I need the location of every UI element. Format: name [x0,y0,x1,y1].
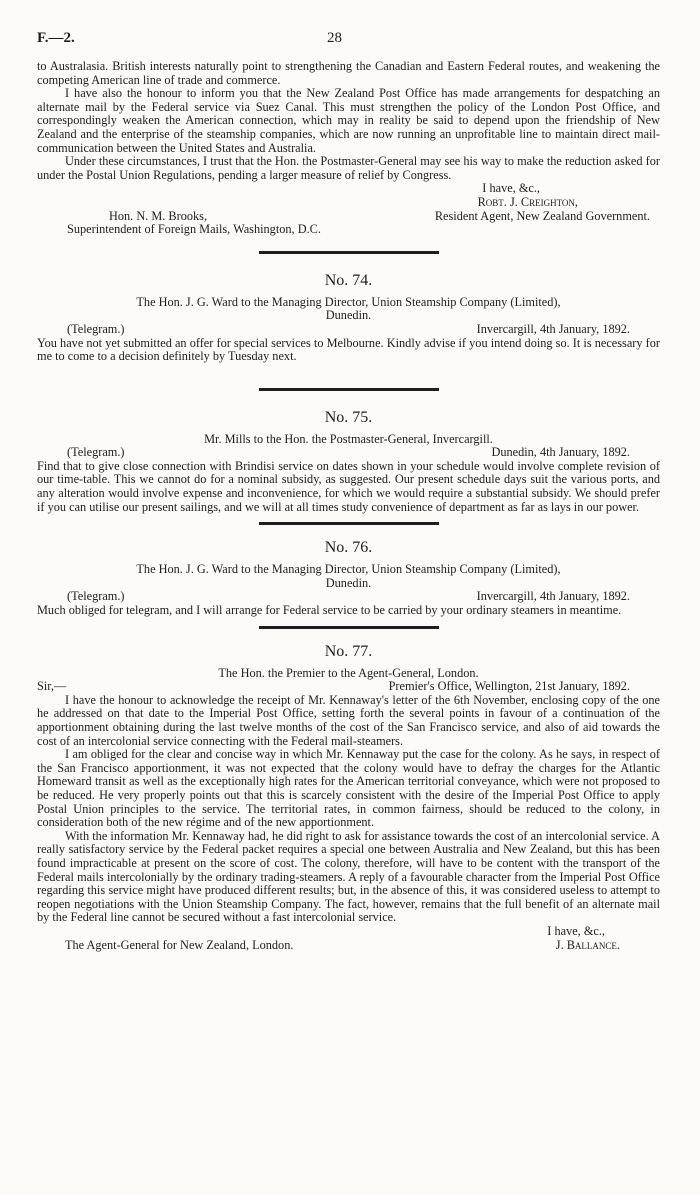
document-reference: F.—2. [37,30,75,46]
dateline [37,323,660,337]
heading: The Hon. J. G. Ward to the Managing Director, Union Steamship Company (Limited), [136,562,561,577]
page-number: 28 [327,30,342,46]
page-header [37,32,660,50]
signature: Robt. J. Creighton, [477,194,578,209]
salutation: Sir,— [37,679,67,694]
paragraph: I am obliged for the clear and concise way in which Mr. Kennaway put the case for the colony. As he says, in respect of the San Francisco apportionment, it was not expected that the colony would have to defray the charges for the Atlantic Homeward transit as well as the exceptionally high rates for the American territorial conveyance, which were not proposed to be reduced. He very properly points out that this is scarcely consistent with the desire of the Imperial Post Office to apply Postal Union principles to the service. The territorial rates, in common fairness, should be reduced to the colony, in consideration both of the new régime and of the new apportionment. [37,747,660,830]
paragraph: Find that to give close connection with Brindisi service on dates shown in your schedule would involve complete revision of our time-table. This we cannot do for a nominal subsidy, as suggested. Our present schedule days suit the various ports, and any alteration would involve expense and inconvenience, for which we would require a substantial subsidy. We should prefer if you can utilise our present sailings, and we will at all times study convenience of department as far as lays in our power. [37,458,660,514]
heading: The Hon. J. G. Ward to the Managing Director, Union Steamship Company (Limited), [136,294,561,309]
telegram-label: (Telegram.) [67,321,125,336]
paragraph: Under these circumstances, I trust that the Hon. the Postmaster-General may see his way to make the reduction asked for under the Postal Union Regulations, pending a larger measure of relief by Congress. [37,154,660,182]
heading: Dunedin. [325,308,372,323]
place-date: Invercargill, 4th January, 1892. [476,321,630,336]
address-row [37,939,660,953]
paragraph: I have also the honour to inform you that the New Zealand Post Office has made arrangements for despatching an alternate mail by the Federal service via Suez Canal. This must strengthen the policy of the London Post Office, and correspondingly weaken the American connection, which may in reality be said to depend upon the friendship of New Zealand and the enterprise of the steamship companies, which are now running an unprofitable line to maintain direct mail-communication between the United States and Australia. [37,86,660,155]
dateline [37,590,660,604]
address-row [37,210,660,224]
document-number: No. 77. [324,642,373,660]
signer-title: Resident Agent, New Zealand Government. [434,208,650,223]
addressee-title: Superintendent of Foreign Mails, Washington, D.C. [67,222,321,237]
place-date: Dunedin, 4th January, 1892. [491,445,630,460]
addressee: Hon. N. M. Brooks, [109,208,208,223]
document-number: No. 74. [324,271,373,289]
dateline [37,446,660,460]
paragraph: to Australasia. British interests naturally point to strengthening the Canadian and Eastern Federal routes, and weakening the competing American line of trade and commerce. [37,59,660,87]
heading: Dunedin. [325,575,372,590]
place-date: Invercargill, 4th January, 1892. [476,589,630,604]
place-date: Premier's Office, Wellington, 21st January, 1892. [388,679,630,694]
telegram-label: (Telegram.) [67,589,125,604]
paragraph: With the information Mr. Kennaway had, he did right to ask for assistance towards the cost of an intercolonial service. A really satisfactory service by the Federal packet requires a special one between Australia and New Zealand, but this has been found impracticable at present on the score of cost. The colony, therefore, will have to be content with the transport of the Federal mails intercolonially by the ordinary trading-steamers. A reply of a favourable character from the Imperial Post Office regarding this service might have produced different results; but, in the absence of this, it was considered useless to attempt to reopen negotiations with the Union Steamship Company. The fact, however, remains that the full benefit of an alternate mail by the Federal line cannot be secured without a fast intercolonial service. [37,828,660,925]
document-number: No. 75. [324,408,373,426]
signature: J. Ballance. [555,937,620,952]
paragraph: Much obliged for telegram, and I will arrange for Federal service to be carried by your ordinary steamers in meantime. [37,603,622,618]
addressee: The Agent-General for New Zealand, London. [65,937,294,952]
closing: I have, &c., [482,181,540,196]
telegram-label: (Telegram.) [67,445,125,460]
heading: Mr. Mills to the Hon. the Postmaster-General, Invercargill. [204,431,493,446]
document-number: No. 76. [324,539,373,557]
closing: I have, &c., [547,923,605,938]
document-page [37,32,660,952]
paragraph: You have not yet submitted an offer for special services to Melbourne. Kindly advise if you intend doing so. It is necessary for me to come to a decision definitely by Tuesday next. [37,335,660,364]
heading: The Hon. the Premier to the Agent-General, London. [218,665,479,680]
paragraph: I have the honour to acknowledge the receipt of Mr. Kennaway's letter of the 6th November, enclosing copy of the one he addressed on that date to the Imperial Post Office, setting forth the several points in favour of a continuation of the apportionment obtaining during the last twelve months of the cost of the San Francisco service, and also of aid towards the cost of an intercolonial service connecting with the Federal mail-steamers. [37,692,660,748]
dateline [37,680,660,694]
